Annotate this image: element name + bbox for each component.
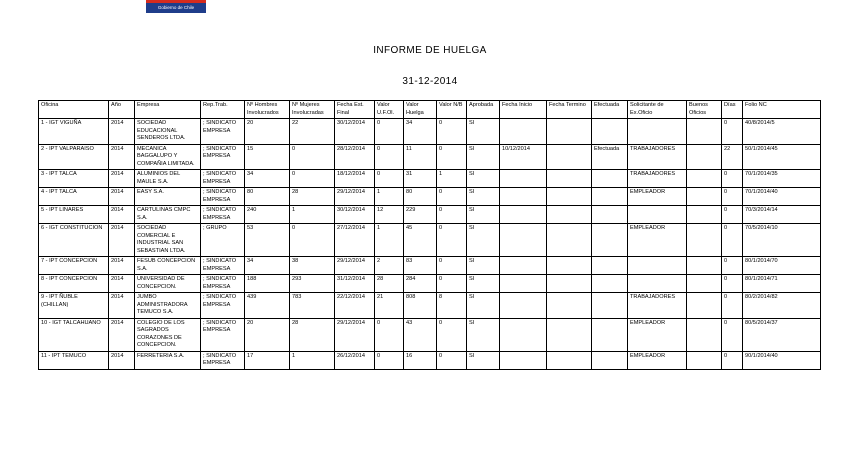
table-cell: 28/12/2014 (335, 144, 375, 170)
table-cell: 10/12/2014 (500, 144, 547, 170)
table-row (39, 188, 821, 206)
table-cell: EMPLEADOR (628, 318, 687, 351)
table-cell: CARTULINAS CMPC S.A. (135, 206, 201, 224)
table-cell: COLEGIO DE LOS SAGRADOS CORAZONES DE CONCEPCION. (135, 318, 201, 351)
table-cell: 4 - IPT TALCA (39, 188, 109, 206)
table-cell: 70/3/2014/14 (743, 206, 821, 224)
table-cell (687, 170, 722, 188)
table-cell (687, 188, 722, 206)
table-cell (547, 318, 592, 351)
table-cell: 22 (722, 144, 743, 170)
table-cell: 1 (375, 188, 404, 206)
table-cell: FESUB CONCEPCION S.A. (135, 257, 201, 275)
table-cell (592, 275, 628, 293)
table-cell: 0 (375, 144, 404, 170)
table-cell: 0 (722, 257, 743, 275)
table-cell (628, 257, 687, 275)
table-cell: 0 (722, 119, 743, 145)
table-cell: ; SINDICATO EMPRESA (201, 188, 245, 206)
column-header: Rep.Trab. (201, 101, 245, 119)
column-header: Valor Huelga (404, 101, 437, 119)
table-cell: 0 (722, 224, 743, 257)
table-cell: 0 (437, 188, 467, 206)
table-cell: 12 (375, 206, 404, 224)
table-cell (687, 351, 722, 369)
column-header: Días (722, 101, 743, 119)
table-cell: 22 (290, 119, 335, 145)
table-cell: ; SINDICATO EMPRESA (201, 318, 245, 351)
table-cell: 90/1/2014/40 (743, 351, 821, 369)
table-cell (687, 119, 722, 145)
table-cell: 0 (375, 170, 404, 188)
table-cell: 0 (722, 318, 743, 351)
table-cell: 34 (245, 257, 290, 275)
table-cell: 783 (290, 293, 335, 319)
table-cell: SOCIEDAD EDUCACIONAL SENDEROS LTDA. (135, 119, 201, 145)
table-cell: 45 (404, 224, 437, 257)
table-cell (500, 119, 547, 145)
table-row (39, 119, 821, 145)
table-row (39, 275, 821, 293)
table-cell: 28 (375, 275, 404, 293)
table-cell: 20 (245, 318, 290, 351)
table-cell: 2014 (109, 206, 135, 224)
table-cell: ; GRUPO (201, 224, 245, 257)
table-cell (547, 275, 592, 293)
table-cell: Efectuada (592, 144, 628, 170)
column-header: Buenos Oficios (687, 101, 722, 119)
column-header: Fecha Est. Final (335, 101, 375, 119)
table-cell: 2014 (109, 293, 135, 319)
table-cell: TRABAJADORES (628, 170, 687, 188)
table-cell (592, 224, 628, 257)
table-cell: FERRETERIA S.A. (135, 351, 201, 369)
table-cell: SI (467, 119, 500, 145)
table-cell: ; SINDICATO EMPRESA (201, 275, 245, 293)
table-cell: 0 (722, 351, 743, 369)
table-cell: 2 - IPT VALPARAISO (39, 144, 109, 170)
table-cell: 229 (404, 206, 437, 224)
table-cell: 0 (290, 170, 335, 188)
column-header: Efectuada (592, 101, 628, 119)
table-cell: 8 - IPT CONCEPCION (39, 275, 109, 293)
table-cell (687, 224, 722, 257)
table-cell (592, 206, 628, 224)
table-row (39, 318, 821, 351)
table-header-row (39, 101, 821, 119)
table-cell: 43 (404, 318, 437, 351)
table-cell: 808 (404, 293, 437, 319)
table-row (39, 144, 821, 170)
table-cell: SI (467, 351, 500, 369)
table-cell (547, 293, 592, 319)
table-cell: 70/5/2014/10 (743, 224, 821, 257)
table-cell: 80 (245, 188, 290, 206)
table-cell: 2014 (109, 170, 135, 188)
table-cell: SI (467, 257, 500, 275)
table-cell: ; SINDICATO EMPRESA (201, 119, 245, 145)
table-cell: 29/12/2014 (335, 257, 375, 275)
table-cell: 0 (722, 293, 743, 319)
table-cell (687, 144, 722, 170)
column-header: Valor U.F.Ol. (375, 101, 404, 119)
table-cell (500, 318, 547, 351)
column-header: Nº Mujeres Involucradas (290, 101, 335, 119)
table-row (39, 224, 821, 257)
table-cell: 0 (722, 188, 743, 206)
table-cell (500, 170, 547, 188)
table-cell: ; SINDICATO EMPRESA (201, 257, 245, 275)
table-cell: 0 (437, 351, 467, 369)
table-cell (547, 144, 592, 170)
table-cell (592, 293, 628, 319)
table-cell (547, 170, 592, 188)
table-cell: SI (467, 293, 500, 319)
table-cell: 26/12/2014 (335, 351, 375, 369)
table-cell (687, 275, 722, 293)
table-cell: 2014 (109, 144, 135, 170)
table-row (39, 293, 821, 319)
table-cell (628, 275, 687, 293)
table-cell: 18/12/2014 (335, 170, 375, 188)
table-cell: 0 (437, 224, 467, 257)
table-row (39, 170, 821, 188)
table-cell: EMPLEADOR (628, 188, 687, 206)
table-cell (687, 318, 722, 351)
table-cell: 31 (404, 170, 437, 188)
table-cell: 53 (245, 224, 290, 257)
table-cell: 15 (245, 144, 290, 170)
table-cell: SI (467, 206, 500, 224)
table-cell: 80/1/2014/71 (743, 275, 821, 293)
table-cell: 40/8/2014/5 (743, 119, 821, 145)
table-cell: 0 (437, 275, 467, 293)
table-cell (500, 206, 547, 224)
table-cell: 20 (245, 119, 290, 145)
table-cell: 70/1/2014/40 (743, 188, 821, 206)
column-header: Año (109, 101, 135, 119)
table-cell: UNIVERSIDAD DE CONCEPCION. (135, 275, 201, 293)
table-cell: 2014 (109, 275, 135, 293)
table-cell: 188 (245, 275, 290, 293)
column-header: Valor N/B (437, 101, 467, 119)
table-cell: 27/12/2014 (335, 224, 375, 257)
table-cell: 293 (290, 275, 335, 293)
table-cell (547, 351, 592, 369)
table-cell: SI (467, 275, 500, 293)
table-cell: MECANICA BAGGALUPO Y COMPAÑIA LIMITADA. (135, 144, 201, 170)
table-cell (547, 224, 592, 257)
table-cell: 1 (375, 224, 404, 257)
table-cell (547, 119, 592, 145)
table-cell (547, 188, 592, 206)
table-cell: 80 (404, 188, 437, 206)
table-cell: SOCIEDAD COMERCIAL E INDUSTRIAL SAN SEBASTIAN LTDA. (135, 224, 201, 257)
table-cell: 30/12/2014 (335, 206, 375, 224)
table-cell: 1 (437, 170, 467, 188)
table-cell: 0 (375, 119, 404, 145)
table-cell: 31/12/2014 (335, 275, 375, 293)
table-row (39, 351, 821, 369)
table-cell: 0 (437, 119, 467, 145)
table-cell: EMPLEADOR (628, 351, 687, 369)
table-cell: 2014 (109, 257, 135, 275)
table-cell: 17 (245, 351, 290, 369)
column-header: Aprobada (467, 101, 500, 119)
table-cell: 0 (722, 206, 743, 224)
column-header: Fecha Termino (547, 101, 592, 119)
table-cell: 2014 (109, 318, 135, 351)
table-cell: 11 - IPT TEMUCO (39, 351, 109, 369)
table-cell (628, 206, 687, 224)
table-cell: EASY S.A. (135, 188, 201, 206)
table-cell: 22/12/2014 (335, 293, 375, 319)
table-cell: 28 (290, 188, 335, 206)
report-date: 31-12-2014 (402, 76, 458, 87)
table-cell (500, 275, 547, 293)
table-cell (592, 188, 628, 206)
table-cell: ; SINDICATO EMPRESA (201, 293, 245, 319)
table-cell: 80/1/2014/70 (743, 257, 821, 275)
table-cell: 83 (404, 257, 437, 275)
table-cell: 439 (245, 293, 290, 319)
table-cell (592, 318, 628, 351)
table-cell: 7 - IPT CONCEPCION (39, 257, 109, 275)
table-cell (500, 188, 547, 206)
table-cell: SI (467, 144, 500, 170)
table-cell: JUMBO ADMINISTRADORA TEMUCO S.A. (135, 293, 201, 319)
table-cell: 1 - IGT VIGUÑA (39, 119, 109, 145)
table-cell: 38 (290, 257, 335, 275)
table-cell: 240 (245, 206, 290, 224)
table-cell: ALUMINIOS DEL MAULE S.A. (135, 170, 201, 188)
table-cell: 80/5/2014/37 (743, 318, 821, 351)
table-cell: ; SINDICATO EMPRESA (201, 170, 245, 188)
table-cell (628, 119, 687, 145)
table-cell: 50/1/2014/45 (743, 144, 821, 170)
table-cell (547, 206, 592, 224)
table-cell: 3 - IPT TALCA (39, 170, 109, 188)
column-header: Nº Hombres Involucrados (245, 101, 290, 119)
table-cell: 30/12/2014 (335, 119, 375, 145)
table-cell: TRABAJADORES (628, 144, 687, 170)
table-row (39, 206, 821, 224)
table-cell: 10 - IGT TALCAHUANO (39, 318, 109, 351)
table-cell: 5 - IPT LINARES (39, 206, 109, 224)
table-cell: 0 (437, 257, 467, 275)
table-cell: 34 (245, 170, 290, 188)
table-cell: 2 (375, 257, 404, 275)
column-header: Folio NC (743, 101, 821, 119)
table-cell: 0 (290, 144, 335, 170)
table-cell: SI (467, 224, 500, 257)
table-cell: SI (467, 188, 500, 206)
table-cell (592, 119, 628, 145)
table-cell: 16 (404, 351, 437, 369)
table-cell: 9 - IPT ÑUBLE (CHILLAN) (39, 293, 109, 319)
logo-text: Gobierno de Chile (157, 5, 195, 10)
table-cell: 0 (722, 275, 743, 293)
report-title: INFORME DE HUELGA (373, 45, 487, 56)
table-cell: 70/1/2014/35 (743, 170, 821, 188)
table-cell (687, 293, 722, 319)
column-header: Oficina (39, 101, 109, 119)
table-cell (547, 257, 592, 275)
table-cell: 2014 (109, 119, 135, 145)
table-cell: 0 (722, 170, 743, 188)
table-cell: 6 - IGT CONSTITUCION (39, 224, 109, 257)
table-cell (592, 170, 628, 188)
table-cell: 8 (437, 293, 467, 319)
table-cell: 0 (437, 144, 467, 170)
table-cell: 28 (290, 318, 335, 351)
table-cell (592, 257, 628, 275)
table-cell: 2014 (109, 351, 135, 369)
table-cell: 21 (375, 293, 404, 319)
table-cell (687, 257, 722, 275)
table-cell: 0 (437, 318, 467, 351)
table-cell: 0 (437, 206, 467, 224)
table-cell: 0 (375, 318, 404, 351)
gobierno-logo (146, 0, 206, 13)
table-cell: 2014 (109, 224, 135, 257)
table-cell: 1 (290, 351, 335, 369)
table-cell (500, 224, 547, 257)
table-cell (687, 206, 722, 224)
table-cell (500, 293, 547, 319)
table-cell: ; SINDICATO EMPRESA (201, 206, 245, 224)
table-cell: SI (467, 318, 500, 351)
table-cell: 29/12/2014 (335, 318, 375, 351)
table-cell: 0 (290, 224, 335, 257)
table-cell: 0 (375, 351, 404, 369)
table-cell: 11 (404, 144, 437, 170)
table-cell: 284 (404, 275, 437, 293)
column-header: Fecha Inicio (500, 101, 547, 119)
table-cell: ; SINDICATO EMPRESA (201, 351, 245, 369)
table-cell: EMPLEADOR (628, 224, 687, 257)
column-header: Empresa (135, 101, 201, 119)
table-cell: 29/12/2014 (335, 188, 375, 206)
table-cell: 80/2/2014/82 (743, 293, 821, 319)
table-cell (500, 257, 547, 275)
table-cell: 2014 (109, 188, 135, 206)
table-row (39, 257, 821, 275)
strike-report-table (38, 100, 821, 370)
table-cell: 34 (404, 119, 437, 145)
table-cell (500, 351, 547, 369)
column-header: Solicitante de Ex.Oficio (628, 101, 687, 119)
table-cell: 1 (290, 206, 335, 224)
table-cell: SI (467, 170, 500, 188)
table-cell: ; SINDICATO EMPRESA (201, 144, 245, 170)
table-cell: TRABAJADORES (628, 293, 687, 319)
table-cell (592, 351, 628, 369)
